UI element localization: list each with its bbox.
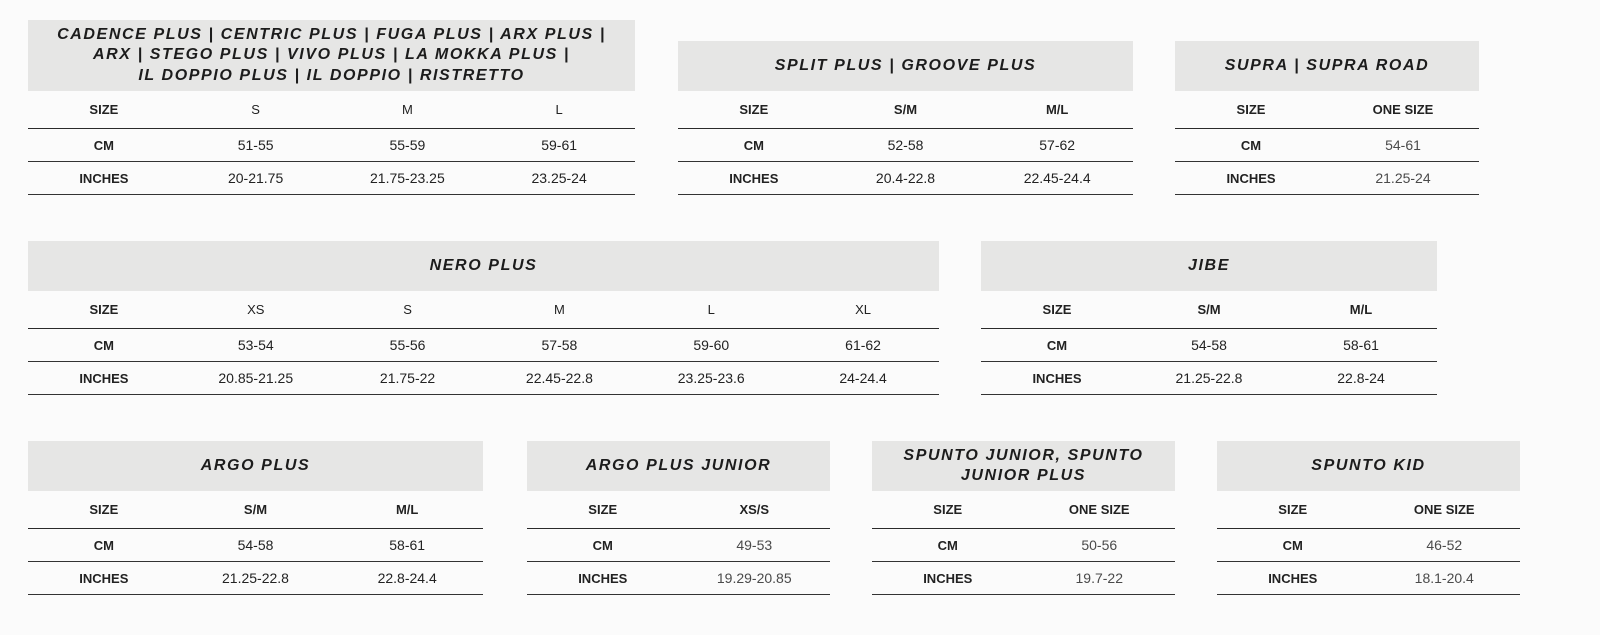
inches-row-label: INCHES [527, 562, 679, 595]
cm-value: 57-58 [483, 329, 635, 362]
inches-row-label: INCHES [28, 562, 180, 595]
size-row-label: SIZE [527, 491, 679, 529]
size-row-label: SIZE [981, 291, 1133, 329]
size-row-label: SIZE [28, 491, 180, 529]
chart-title: SPLIT PLUS | GROOVE PLUS [678, 41, 1133, 91]
inches-row-label: INCHES [678, 162, 830, 195]
size-header: S/M [1133, 291, 1285, 329]
size-table [872, 491, 1175, 595]
size-header: XS/S [679, 491, 831, 529]
inches-row-label: INCHES [1217, 562, 1369, 595]
size-header: L [483, 91, 635, 129]
size-table [1175, 91, 1479, 195]
cm-row-label: CM [1175, 129, 1327, 162]
size-header: S [332, 291, 484, 329]
size-chart-spunto-junior [872, 441, 1175, 595]
size-header: S/M [180, 491, 332, 529]
size-chart-argo-junior [527, 441, 830, 595]
chart-title: NERO PLUS [28, 241, 939, 291]
inches-value: 24-24.4 [787, 362, 939, 395]
chart-title: SUPRA | SUPRA ROAD [1175, 41, 1479, 91]
inches-value: 20.4-22.8 [830, 162, 982, 195]
size-row-label: SIZE [28, 291, 180, 329]
inches-value: 21.75-23.25 [332, 162, 484, 195]
size-chart-cadence-group [28, 20, 635, 195]
cm-value: 46-52 [1369, 529, 1521, 562]
size-table [28, 491, 483, 595]
inches-value: 19.29-20.85 [679, 562, 831, 595]
size-header: M [332, 91, 484, 129]
size-header: L [635, 291, 787, 329]
chart-title [872, 441, 1175, 491]
size-header: S [180, 91, 332, 129]
size-table [678, 91, 1133, 195]
cm-value: 61-62 [787, 329, 939, 362]
size-header: M/L [981, 91, 1133, 129]
size-row-label: SIZE [1217, 491, 1369, 529]
inches-value: 23.25-24 [483, 162, 635, 195]
inches-row-label: INCHES [1175, 162, 1327, 195]
inches-value: 22.45-24.4 [981, 162, 1133, 195]
cm-value: 55-56 [332, 329, 484, 362]
cm-value: 57-62 [981, 129, 1133, 162]
cm-value: 55-59 [332, 129, 484, 162]
cm-value: 58-61 [331, 529, 483, 562]
size-table [527, 491, 830, 595]
chart-title: JIBE [981, 241, 1437, 291]
size-row-label: SIZE [678, 91, 830, 129]
chart-title: ARGO PLUS JUNIOR [527, 441, 830, 491]
size-row-label: SIZE [872, 491, 1024, 529]
size-chart-argo [28, 441, 483, 595]
chart-title [28, 20, 635, 91]
cm-row-label: CM [28, 529, 180, 562]
cm-value: 59-60 [635, 329, 787, 362]
size-chart-nero [28, 241, 939, 395]
cm-row-label: CM [1217, 529, 1369, 562]
cm-row-label: CM [527, 529, 679, 562]
inches-value: 22.45-22.8 [483, 362, 635, 395]
inches-value: 21.25-22.8 [1133, 362, 1285, 395]
inches-value: 21.75-22 [332, 362, 484, 395]
cm-row-label: CM [872, 529, 1024, 562]
inches-row-label: INCHES [28, 162, 180, 195]
inches-row-label: INCHES [981, 362, 1133, 395]
size-row-label: SIZE [1175, 91, 1327, 129]
cm-row-label: CM [28, 329, 180, 362]
cm-row-label: CM [28, 129, 180, 162]
size-header: XL [787, 291, 939, 329]
inches-value: 21.25-24 [1327, 162, 1479, 195]
title-line: CADENCE PLUS | CENTRIC PLUS | FUGA PLUS | ARX PLUS | [57, 25, 606, 43]
size-table [1217, 491, 1520, 595]
size-chart-split-groove [678, 41, 1133, 195]
cm-value: 51-55 [180, 129, 332, 162]
title-line: SPUNTO JUNIOR, SPUNTO [903, 446, 1144, 464]
size-header: ONE SIZE [1327, 91, 1479, 129]
title-line: JUNIOR PLUS [960, 467, 1087, 484]
inches-value: 20.85-21.25 [180, 362, 332, 395]
size-chart-supra [1175, 41, 1479, 195]
size-table [981, 291, 1437, 395]
cm-value: 53-54 [180, 329, 332, 362]
cm-value: 59-61 [483, 129, 635, 162]
inches-value: 19.7-22 [1024, 562, 1176, 595]
size-header: M/L [1285, 291, 1437, 329]
cm-value: 52-58 [830, 129, 982, 162]
size-table [28, 91, 635, 195]
cm-value: 54-61 [1327, 129, 1479, 162]
cm-row-label: CM [981, 329, 1133, 362]
inches-value: 21.25-22.8 [180, 562, 332, 595]
inches-value: 22.8-24 [1285, 362, 1437, 395]
size-header: M [483, 291, 635, 329]
inches-row-label: INCHES [872, 562, 1024, 595]
cm-row-label: CM [678, 129, 830, 162]
size-header: XS [180, 291, 332, 329]
chart-title: SPUNTO KID [1217, 441, 1520, 491]
inches-row-label: INCHES [28, 362, 180, 395]
title-line: ARX | STEGO PLUS | VIVO PLUS | LA MOKKA PLUS | [92, 46, 571, 64]
size-header: ONE SIZE [1024, 491, 1176, 529]
cm-value: 58-61 [1285, 329, 1437, 362]
size-row-label: SIZE [28, 91, 180, 129]
size-header: S/M [830, 91, 982, 129]
inches-value: 20-21.75 [180, 162, 332, 195]
inches-value: 23.25-23.6 [635, 362, 787, 395]
chart-title: ARGO PLUS [28, 441, 483, 491]
cm-value: 54-58 [1133, 329, 1285, 362]
cm-value: 50-56 [1024, 529, 1176, 562]
size-header: M/L [331, 491, 483, 529]
inches-value: 22.8-24.4 [331, 562, 483, 595]
size-header: ONE SIZE [1369, 491, 1521, 529]
size-table [28, 291, 939, 395]
cm-value: 49-53 [679, 529, 831, 562]
inches-value: 18.1-20.4 [1369, 562, 1521, 595]
size-chart-spunto-kid [1217, 441, 1520, 595]
cm-value: 54-58 [180, 529, 332, 562]
size-chart-jibe [981, 241, 1437, 395]
title-line: IL DOPPIO PLUS | IL DOPPIO | RISTRETTO [138, 66, 525, 84]
